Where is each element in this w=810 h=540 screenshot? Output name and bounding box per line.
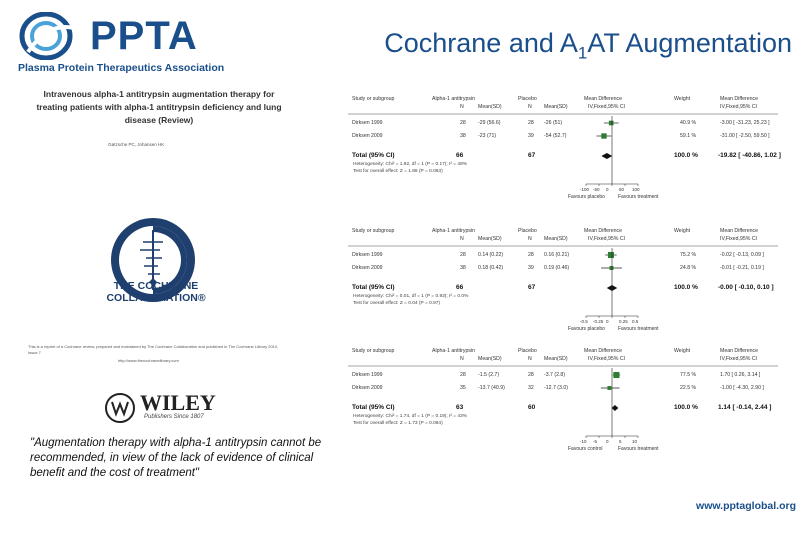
review-title: Intravenous alpha-1 antitrypsin augmentation therapy for treating patients with alpha-1 antitrypsin deficiency and lung disease (Review) [36,89,282,125]
header-n2: N [528,104,532,110]
cell-mean2: 0.16 (0.21) [544,252,570,258]
cell-mean1: -13.7 (40.9) [478,385,505,391]
header-md: Mean Difference [584,348,622,354]
study-row [348,133,778,143]
ppta-swirl-icon [18,12,80,60]
axis-tick-label: -5 [593,439,598,444]
cell-weight: 22.5 % [680,385,697,391]
wiley-emblem-icon [104,392,136,424]
favours-right-label: Favours treatment [618,194,659,200]
footer-url[interactable]: www.pptaglobal.org [696,500,796,512]
header-grp1: Alpha-1 antitrypsin [432,96,475,102]
cell-ci: -3.00 [ -31.23, 25.23 ] [720,120,770,126]
cell-n2: 28 [528,372,534,378]
ppta-wordmark: PPTA [90,14,198,58]
header-md_sub: IV,Fixed,95% CI [588,356,626,362]
cell-ci: -0.01 [ -0.21, 0.19 ] [720,265,764,271]
cell-mean1: 0.14 (0.22) [478,252,504,258]
header-mean2: Mean(SD) [544,104,568,110]
cell-weight: 77.5 % [680,372,697,378]
cell-n2: 32 [528,385,534,391]
header-study: Study or subgroup [352,228,395,234]
favours-right-label: Favours treatment [618,326,659,332]
axis-tick-label: 0 [606,319,609,324]
cell-weight: 40.9 % [680,120,697,126]
axis-tick-label: -50 [593,187,600,192]
cell-mean1: -29 (56.6) [478,120,501,126]
review-link: http://www.thecochranelibrary.com [118,358,179,363]
ppta-logo [18,12,243,78]
cell-n1: 28 [460,252,466,258]
axis-tick-label: 0.25 [619,319,628,324]
header-n1: N [460,236,464,242]
total-label: Total (95% CI) [352,152,395,159]
total-n2: 67 [528,284,536,291]
favours-left-label: Favours placebo [568,194,605,200]
favours-left-label: Favours placebo [568,326,605,332]
total-weight: 100.0 % [674,152,698,159]
header-weight: Weight [674,348,691,354]
cell-weight: 75.2 % [680,252,697,258]
header-grp1: Alpha-1 antitrypsin [432,348,475,354]
header-grp1: Alpha-1 antitrypsin [432,228,475,234]
cell-ci: -1.00 [ -4.30, 2.90 ] [720,385,764,391]
header-md2_sub: IV,Fixed,95% CI [720,236,758,242]
cell-mean1: 0.18 (0.42) [478,265,504,271]
total-ci: -19.82 [ -40.86, 1.02 ] [718,152,781,159]
cell-n2: 28 [528,120,534,126]
study-row [348,252,778,262]
total-n2: 67 [528,152,536,159]
cochrane-logo-icon [98,178,208,338]
cell-n2: 39 [528,265,534,271]
cell-study: Dirksen 2009 [352,133,383,139]
header-study: Study or subgroup [352,348,395,354]
cell-study: Dirksen 1999 [352,252,383,258]
cell-mean2: -12.7 (3.0) [544,385,568,391]
forest-plot-2 [348,228,778,346]
cell-n2: 39 [528,133,534,139]
total-ci: -0.00 [ -0.10, 0.10 ] [718,284,774,291]
total-row [348,152,781,162]
header-md_sub: IV,Fixed,95% CI [588,104,626,110]
header-md: Mean Difference [584,228,622,234]
header-mean1: Mean(SD) [478,236,502,242]
overall-effect-note: Test for overall effect: Z = 1.73 (P = 0.084) [353,421,443,426]
header-weight: Weight [674,228,691,234]
conclusion-quote: "Augmentation therapy with alpha-1 antitrypsin cannot be recommended, in view of the lack of evidence of clinical benefit and the cost of treatment" [30,437,322,479]
header-weight: Weight [674,96,691,102]
cell-mean2: 0.19 (0.46) [544,265,570,271]
header-n1: N [460,356,464,362]
cell-study: Dirksen 2009 [352,385,383,391]
axis-tick-label: 0 [606,187,609,192]
study-row [348,265,778,275]
total-n1: 66 [456,152,464,159]
cell-weight: 24.8 % [680,265,697,271]
header-study: Study or subgroup [352,96,395,102]
heterogeneity-note: Heterogeneity: Chi² = 1.74, df = 1 (P = 0.19); I² = 43% [353,414,468,419]
axis-tick-label: 50 [619,187,625,192]
cell-mean2: -3.7 (2.8) [544,372,566,378]
favours-left-label: Favours control [568,446,603,452]
cell-n1: 38 [460,265,466,271]
total-n2: 60 [528,404,536,411]
axis-tick-label: 0 [606,439,609,444]
cell-ci: 1.70 [ 0.26, 3.14 ] [720,372,761,378]
header-mean2: Mean(SD) [544,236,568,242]
overall-effect-note: Test for overall effect: Z = 0.04 (P = 0.97) [353,301,441,306]
study-row [348,372,778,382]
heterogeneity-note: Heterogeneity: Chi² = 1.92, df = 1 (P = 0.17); I² = 48% [353,162,468,167]
cell-mean1: -23 (71) [478,133,497,139]
total-row [348,404,778,414]
cell-mean1: -1.5 (2.7) [478,372,500,378]
total-weight: 100.0 % [674,404,698,411]
header-n2: N [528,236,532,242]
heterogeneity-note: Heterogeneity: Chi² = 0.01, df = 1 (P = 0.93); I² = 0.0% [353,294,469,299]
header-md2: Mean Difference [720,348,758,354]
study-row [348,385,778,395]
header-mean2: Mean(SD) [544,356,568,362]
header-grp2: Placebo [518,228,537,234]
header-md2_sub: IV,Fixed,95% CI [720,104,758,110]
axis-tick-label: 100 [632,187,640,192]
axis-tick-label: -100 [580,187,590,192]
forest-plot-1 [348,96,781,216]
cell-mean2: -54 (52.7) [544,133,567,139]
review-authors: Gøtzsche PC, Johansen HK [108,142,165,147]
cell-mean2: -26 (51) [544,120,563,126]
header-mean1: Mean(SD) [478,356,502,362]
axis-tick-label: 10 [632,439,638,444]
total-n1: 66 [456,284,464,291]
cell-weight: 59.1 % [680,133,697,139]
cell-n2: 28 [528,252,534,258]
forest-plot-3 [348,348,778,464]
review-cover [28,88,338,430]
axis-tick-label: -0.5 [580,319,588,324]
header-md2_sub: IV,Fixed,95% CI [720,356,758,362]
header-md_sub: IV,Fixed,95% CI [588,236,626,242]
cell-n1: 28 [460,120,466,126]
cell-ci: -0.02 [ -0.13, 0.09 ] [720,252,764,258]
header-mean1: Mean(SD) [478,104,502,110]
slide-title: Cochrane and $A_1AT$ Augmentation [384,28,792,63]
header-n2: N [528,356,532,362]
header-md2: Mean Difference [720,96,758,102]
cell-ci: -31.00 [ -2.50, 59.50 ] [720,133,770,139]
ppta-subtitle: Plasma Protein Therapeutics Association [18,62,225,74]
total-weight: 100.0 % [674,284,698,291]
header-grp2: Placebo [518,96,537,102]
cell-n1: 28 [460,372,466,378]
cell-n1: 35 [460,385,466,391]
wiley-logo: WILEY Publishers Since 1807 [104,390,234,426]
study-row [348,120,778,130]
axis-tick-label: 0.5 [632,319,639,324]
overall-effect-note: Test for overall effect: Z = 1.86 (P = 0.063) [353,169,443,174]
cell-study: Dirksen 1999 [352,372,383,378]
header-n1: N [460,104,464,110]
axis-tick-label: 5 [619,439,622,444]
total-row [348,284,778,294]
cell-study: Dirksen 1999 [352,120,383,126]
cell-study: Dirksen 2009 [352,265,383,271]
cochrane-name: THE COCHRANE COLLABORATION® [106,280,206,304]
header-grp2: Placebo [518,348,537,354]
favours-right-label: Favours treatment [618,446,659,452]
review-citation: This is a reprint of a Cochrane review, prepared and maintained by The Cochrane Collaboration and published in The Cochrane Library 2010, Issue 7 [28,344,279,355]
total-label: Total (95% CI) [352,284,395,291]
total-n1: 63 [456,404,464,411]
cell-n1: 38 [460,133,466,139]
header-md: Mean Difference [584,96,622,102]
header-md2: Mean Difference [720,228,758,234]
axis-tick-label: -10 [580,439,587,444]
total-label: Total (95% CI) [352,404,395,411]
total-ci: 1.14 [ -0.14, 2.44 ] [718,404,772,411]
axis-tick-label: -0.25 [593,319,604,324]
